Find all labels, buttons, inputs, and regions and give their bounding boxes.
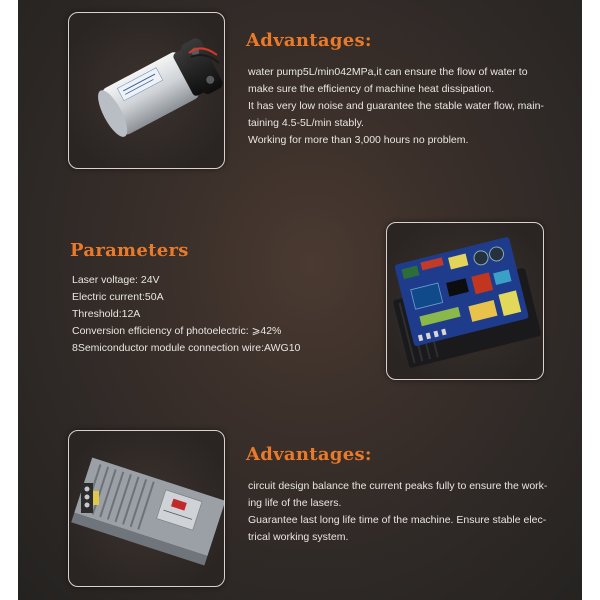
description-line: trical working system.	[248, 531, 349, 543]
section-heading: Advantages:	[246, 30, 372, 51]
parameter-line: Threshold:12A	[72, 308, 141, 320]
circuit-board-illustration	[387, 223, 543, 379]
section-description	[248, 64, 568, 149]
water-pump-image	[68, 12, 225, 169]
description-line: It has very low noise and guarantee the stable water flow, main-	[248, 100, 544, 112]
parameter-line: 8Semiconductor module connection wire:AWG10	[72, 342, 301, 354]
section-heading: Advantages:	[246, 444, 372, 465]
water-pump-illustration	[69, 13, 224, 168]
power-supply-advantages-section	[18, 400, 582, 600]
parameter-line: Conversion efficiency of photoelectric: ⩾42%	[72, 325, 282, 337]
description-line: Working for more than 3,000 hours no problem.	[248, 134, 469, 146]
power-supply-image	[68, 430, 225, 587]
power-supply-illustration	[69, 431, 224, 586]
section-description	[248, 478, 568, 546]
parameter-line: Electric current:50A	[72, 291, 164, 303]
pump-advantages-section	[18, 0, 582, 200]
product-detail-panel	[18, 0, 582, 600]
parameters-section	[18, 200, 582, 400]
section-heading: Parameters	[70, 240, 189, 261]
description-line: ing life of the lasers.	[248, 497, 342, 509]
description-line: Guarantee last long life time of the machine. Ensure stable elec-	[248, 514, 547, 526]
parameters-list	[72, 272, 372, 357]
description-line: taining 4.5-5L/min stably.	[248, 117, 364, 129]
description-line: circuit design balance the current peaks fully to ensure the work-	[248, 480, 548, 492]
parameter-line: Laser voltage: 24V	[72, 274, 160, 286]
circuit-board-image	[386, 222, 544, 380]
description-line: water pump5L/min042MPa,it can ensure the flow of water to	[248, 66, 528, 78]
description-line: make sure the efficiency of machine heat dissipation.	[248, 83, 495, 95]
